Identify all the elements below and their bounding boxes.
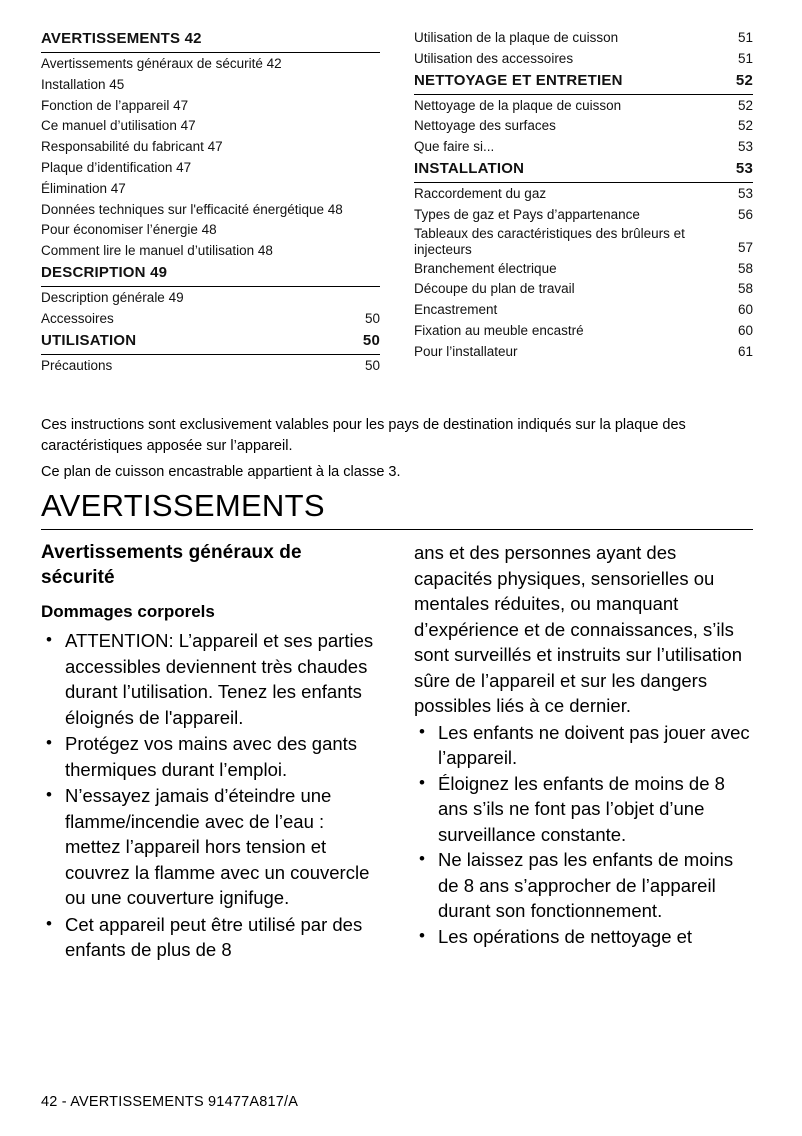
toc-entry-label: Fixation au meuble encastré — [414, 322, 584, 338]
toc-entry[interactable] — [414, 70, 753, 95]
toc-entry-page: 53 — [735, 159, 753, 177]
toc-entry-label: Utilisation des accessoires — [414, 50, 574, 66]
toc-column-right — [414, 28, 753, 376]
warning-list-right — [414, 720, 753, 950]
toc-entry-label: Accessoires — [41, 310, 114, 326]
toc-entry-label: Élimination 47 — [41, 180, 126, 196]
toc-entry[interactable] — [414, 226, 753, 259]
toc-entry-label: Raccordement du gaz — [414, 185, 547, 201]
continuation-paragraph: ans et des personnes ayant des capacités physiques, sensorielles ou mentales réduites, ou manquant d’expérience et de connaissances, s’ils sont surveillés et instruits sur l’utilisation sûre de l’appareil et sur les dangers possibles liés à ce dernier. — [414, 542, 742, 716]
toc-entry-page: 58 — [737, 260, 753, 276]
toc-entry[interactable] — [414, 321, 753, 342]
toc-entry[interactable] — [41, 158, 380, 179]
body-columns — [41, 540, 753, 964]
toc-entry-page: 51 — [737, 30, 753, 45]
toc-entry-label: Tableaux des caractéristiques des brûleurs et injecteurs — [414, 225, 689, 258]
toc-entry-page: 50 — [362, 331, 380, 349]
toc-entry-page: 57 — [737, 239, 753, 255]
toc-entry[interactable] — [41, 137, 380, 158]
toc-entry[interactable] — [41, 309, 380, 330]
toc-entry-page: 61 — [737, 343, 753, 359]
toc-entry[interactable] — [41, 116, 380, 137]
toc-entry[interactable] — [41, 288, 380, 309]
list-item: • ATTENTION: L’appareil et ses parties accessibles deviennent très chaudes durant l’utilisation. Tenez les enfants éloignés de l'appareil. — [41, 628, 380, 730]
section-heading: Avertissements généraux de sécurité — [41, 542, 302, 588]
body-column-left — [41, 540, 380, 964]
toc-entry-page: 50 — [364, 310, 380, 326]
toc-entry-page: 58 — [737, 281, 753, 297]
toc-entry[interactable] — [414, 342, 753, 363]
toc-entry-page: 60 — [737, 302, 753, 318]
toc-entry-label: Utilisation de la plaque de cuisson — [414, 30, 619, 45]
toc-entry-page: 60 — [737, 322, 753, 338]
toc-entry[interactable] — [414, 28, 753, 49]
list-item: • Cet appareil peut être utilisé par des enfants de plus de 8 — [41, 912, 380, 963]
toc-entry[interactable] — [41, 96, 380, 117]
toc-entry[interactable] — [414, 184, 753, 205]
intro-paragraph-1: Ces instructions sont exclusivement valables pour les pays de destination indiqués sur la plaque des caractéristiques apposée sur l’appareil. — [41, 416, 686, 454]
toc-entry-label: Responsabilité du fabricant 47 — [41, 139, 223, 155]
toc-entry-label: Description générale 49 — [41, 289, 184, 305]
toc-entry-label: Ce manuel d’utilisation 47 — [41, 118, 196, 134]
toc-entry[interactable] — [41, 220, 380, 241]
toc-entry[interactable] — [414, 137, 753, 158]
toc-entry-label: Types de gaz et Pays d’appartenance — [414, 206, 640, 222]
toc-entry-label: Nettoyage de la plaque de cuisson — [414, 97, 622, 113]
toc-entry-page: 52 — [737, 97, 753, 113]
toc-entry[interactable] — [41, 330, 380, 355]
toc-entry[interactable] — [414, 96, 753, 117]
toc-entry[interactable] — [414, 158, 753, 183]
toc-entry-label: Avertissements généraux de sécurité 42 — [41, 56, 282, 71]
toc-entry-label: Pour l’installateur — [414, 343, 518, 359]
warning-list-left — [41, 628, 380, 963]
list-item: • Les opérations de nettoyage et — [414, 924, 753, 950]
toc-entry[interactable] — [41, 262, 380, 287]
toc-entry[interactable] — [41, 179, 380, 200]
toc-entry[interactable] — [41, 28, 380, 53]
toc-entry-label: Comment lire le manuel d’utilisation 48 — [41, 243, 273, 259]
chapter-title: AVERTISSEMENTS — [41, 488, 753, 530]
toc-entry[interactable] — [414, 279, 753, 300]
toc-entry-page: 56 — [737, 206, 753, 222]
toc-entry-page: 53 — [737, 185, 753, 201]
toc-entry-label: INSTALLATION — [414, 159, 525, 177]
toc-entry-label: Encastrement — [414, 302, 498, 318]
toc-entry[interactable] — [414, 300, 753, 321]
toc-entry-label: Données techniques sur l'efficacité énergétique 48 — [41, 201, 343, 217]
subsection-heading: Dommages corporels — [41, 602, 215, 621]
page-footer: 42 - AVERTISSEMENTS 91477A817/A — [41, 1094, 299, 1110]
toc-entry-label: Installation 45 — [41, 76, 125, 92]
list-item: • Ne laissez pas les enfants de moins de 8 ans s’approcher de l’appareil durant son fonctionnement. — [414, 847, 753, 924]
toc-entry-label: NETTOYAGE ET ENTRETIEN — [414, 71, 623, 89]
toc-entry-label: UTILISATION — [41, 331, 137, 349]
toc-entry-label: Branchement électrique — [414, 260, 557, 276]
list-item: • Éloignez les enfants de moins de 8 ans s’ils ne font pas l’objet d’une surveillance constante. — [414, 771, 753, 848]
toc-entry-label: Découpe du plan de travail — [414, 281, 575, 297]
toc-entry-page: 52 — [737, 118, 753, 134]
toc-entry-label: Nettoyage des surfaces — [414, 118, 556, 134]
toc-entry[interactable] — [414, 205, 753, 226]
toc-entry-label: Précautions — [41, 357, 113, 373]
toc-entry-page: 51 — [737, 50, 753, 66]
toc-entry[interactable] — [41, 200, 380, 221]
list-item: • Les enfants ne doivent pas jouer avec l’appareil. — [414, 720, 753, 771]
toc-entry[interactable] — [41, 241, 380, 262]
toc-entry-label: Que faire si... — [414, 139, 495, 155]
intro-paragraph-2: Ce plan de cuisson encastrable appartient à la classe 3. — [41, 463, 401, 480]
toc-entry-page: 52 — [735, 71, 753, 89]
toc-entry[interactable] — [414, 259, 753, 280]
toc-entry[interactable] — [41, 54, 380, 75]
toc-entry[interactable] — [414, 116, 753, 137]
toc-entry[interactable] — [41, 75, 380, 96]
toc-entry-label: Plaque d’identification 47 — [41, 159, 192, 175]
list-item: • Protégez vos mains avec des gants thermiques durant l’emploi. — [41, 731, 380, 782]
table-of-contents — [41, 28, 753, 376]
list-item: • N’essayez jamais d’éteindre une flamme/incendie avec de l’eau : mettez l’appareil hors tension et couvrez la flamme avec un couvercle ou une couverture ignifuge. — [41, 783, 380, 911]
body-column-right — [414, 540, 753, 964]
toc-entry-label: Fonction de l’appareil 47 — [41, 97, 189, 113]
toc-entry-label: AVERTISSEMENTS 42 — [41, 30, 202, 47]
toc-entry-page: 50 — [364, 357, 380, 373]
toc-entry-label: DESCRIPTION 49 — [41, 263, 168, 281]
toc-entry[interactable] — [41, 356, 380, 377]
toc-entry[interactable] — [414, 49, 753, 70]
toc-entry-label: Pour économiser l’énergie 48 — [41, 222, 217, 238]
toc-column-left — [41, 28, 380, 376]
toc-entry-page: 53 — [737, 139, 753, 155]
